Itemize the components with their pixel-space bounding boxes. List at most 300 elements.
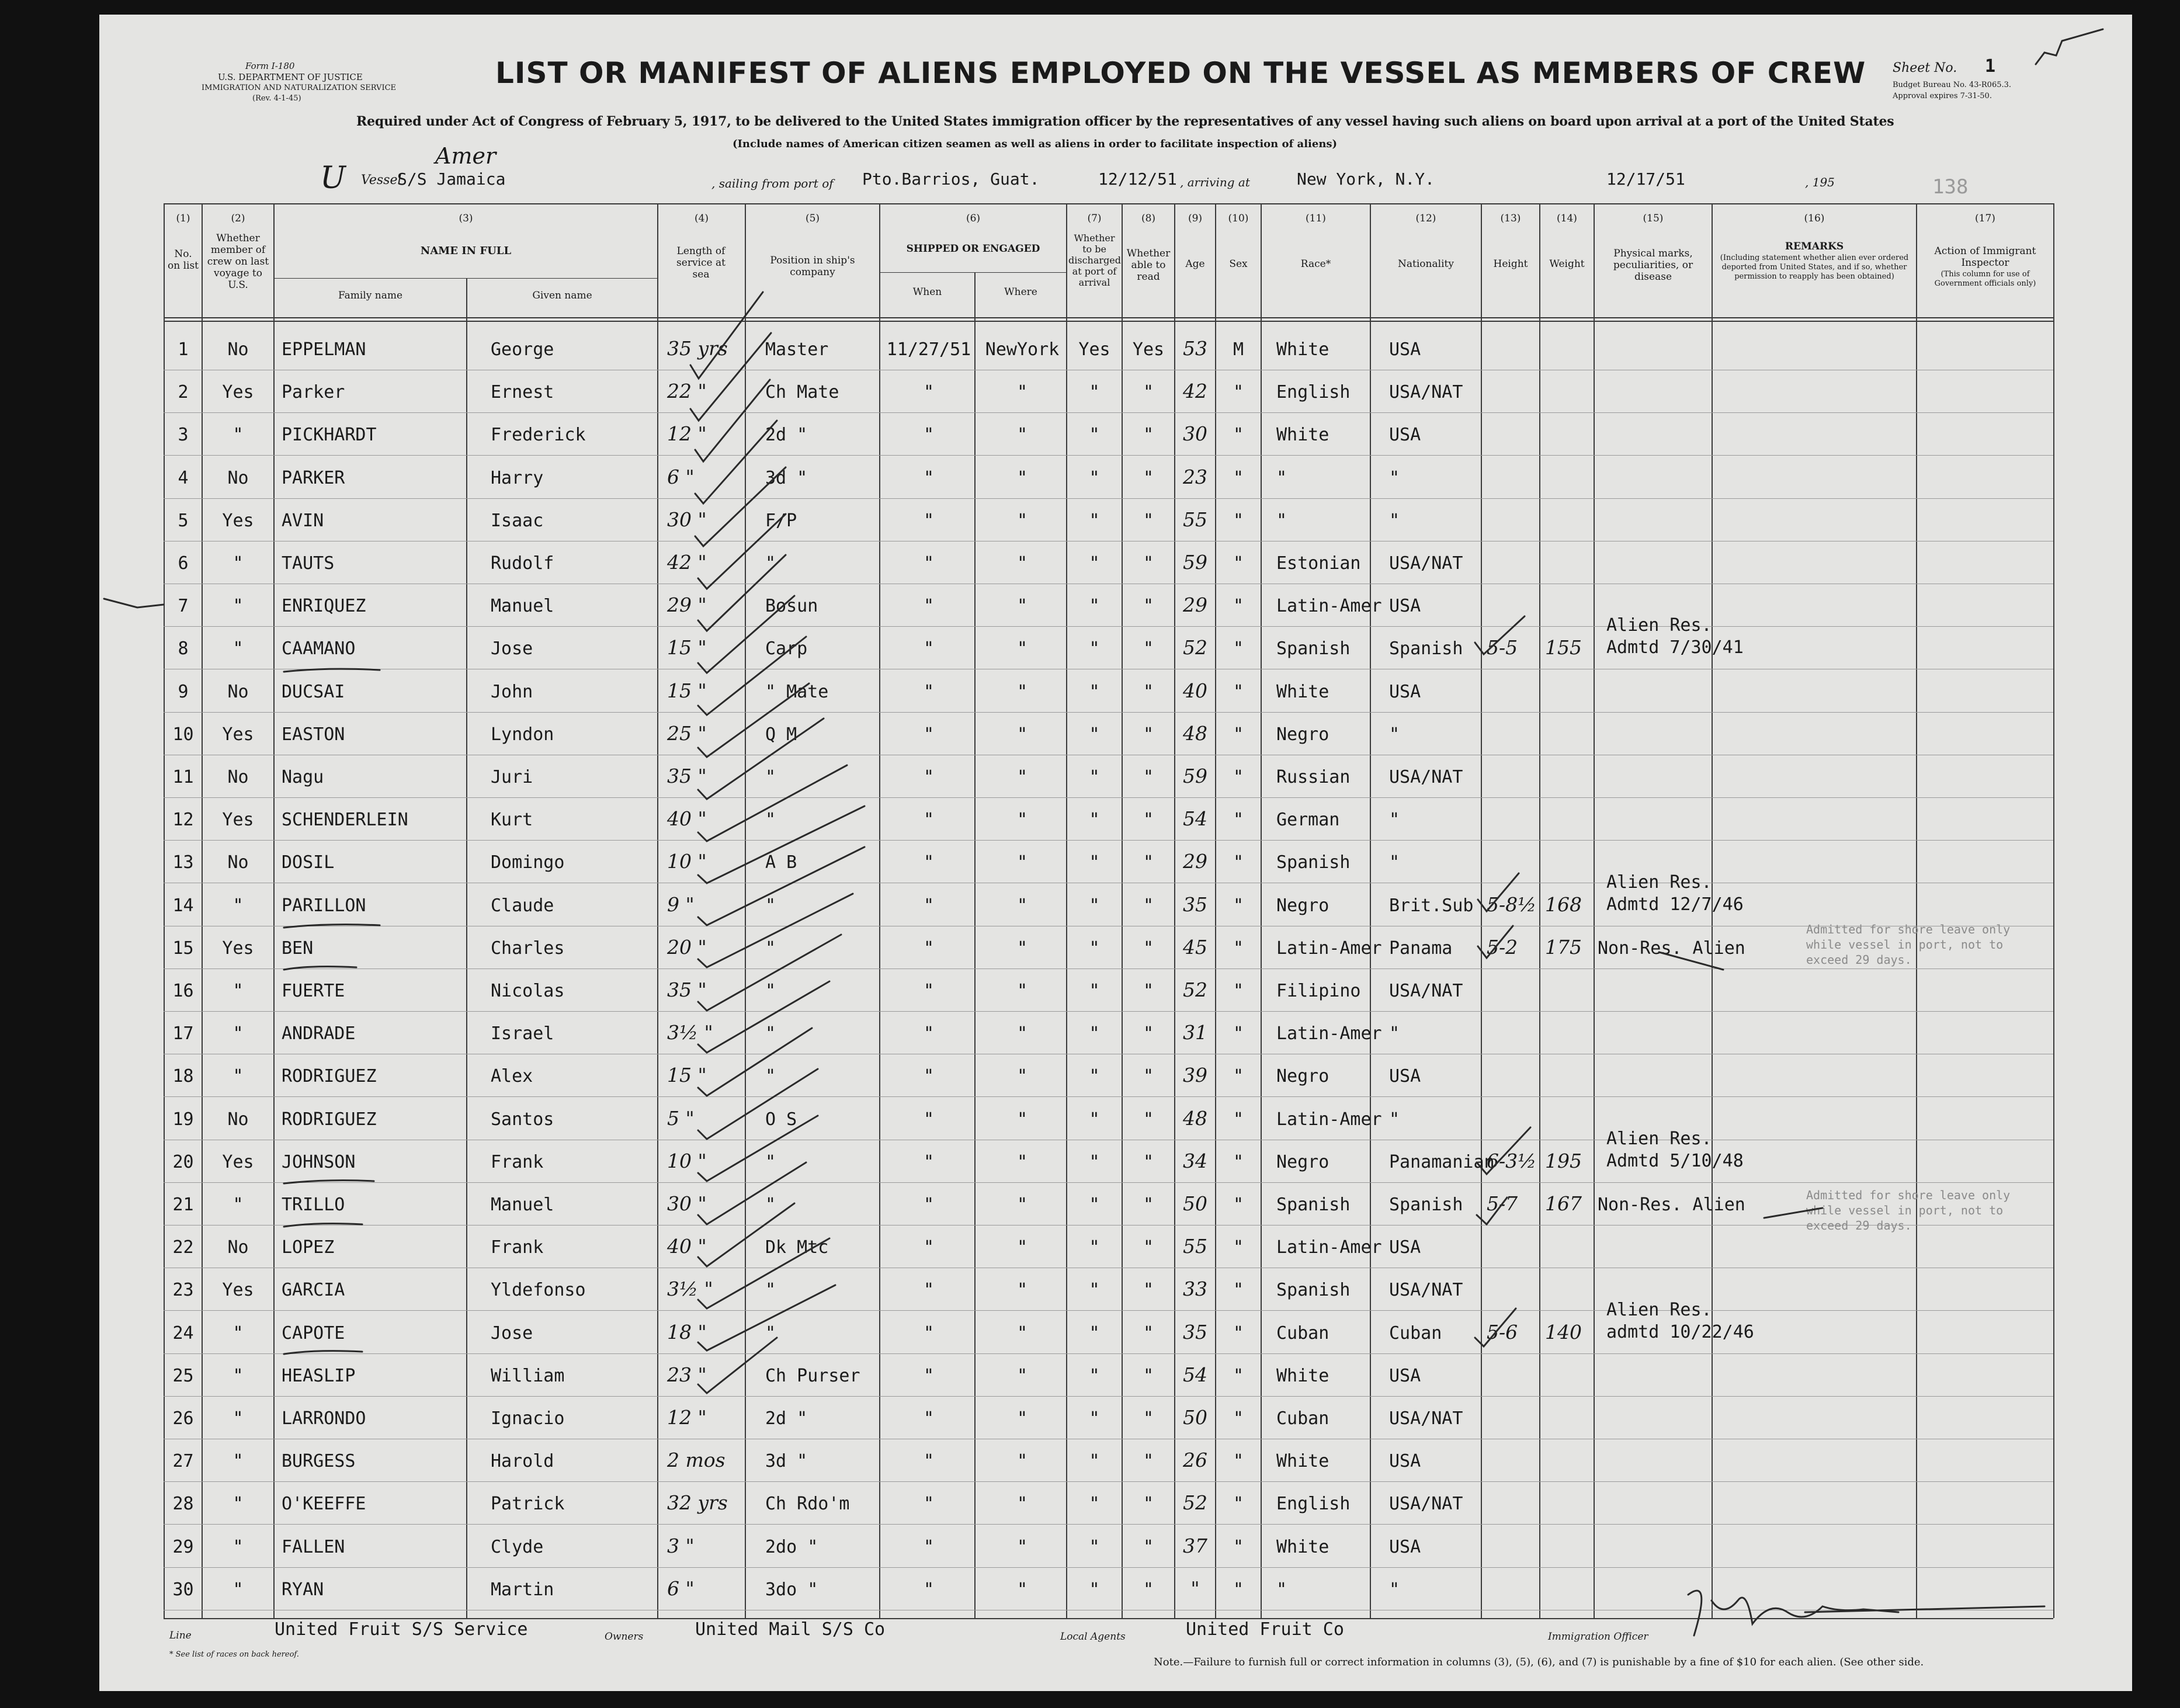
row-number: 14 <box>172 895 194 916</box>
cell-family-name: GARCIA <box>282 1280 345 1301</box>
col-rule <box>657 203 658 1618</box>
cell-family-name: JOHNSON <box>282 1151 356 1172</box>
cell-family-name: Parker <box>282 382 345 403</box>
sailing-label: , sailing from port of <box>711 176 834 190</box>
cell-previous-voyage: " <box>232 1023 244 1044</box>
cell-shipped-where: " <box>1016 1322 1028 1344</box>
cell-shipped-where: " <box>1016 1365 1028 1386</box>
cell-race: English <box>1276 382 1351 403</box>
cell-position: " <box>765 1195 776 1215</box>
cell-sex: " <box>1233 1066 1244 1087</box>
cell-sex: " <box>1233 681 1244 702</box>
cell-shipped-where: " <box>1016 767 1028 787</box>
cell-length-of-service: 15 " <box>667 636 707 659</box>
cell-given-name: Lyndon <box>491 724 554 745</box>
cell-able-to-read: " <box>1143 810 1154 831</box>
col-rule <box>273 203 275 1618</box>
cell-shipped-where: " <box>1016 1109 1028 1130</box>
cell-family-name: EPPELMAN <box>282 339 366 360</box>
cell-discharged: " <box>1089 596 1100 617</box>
cell-nationality: USA <box>1389 1237 1421 1258</box>
cell-family-name: CAAMANO <box>282 638 356 659</box>
cell-length-of-service: 9 " <box>667 893 695 916</box>
row-rule <box>164 840 2053 841</box>
col-num-15: (15) <box>1643 213 1664 224</box>
cell-race: " <box>1276 467 1287 488</box>
cell-length-of-service: 6 " <box>667 1577 695 1600</box>
vessel-name: S/S Jamaica <box>397 169 506 189</box>
cell-position: 3d " <box>765 1451 808 1472</box>
cell-position: A B <box>765 852 797 873</box>
cell-able-to-read: " <box>1143 767 1154 787</box>
cell-able-to-read: " <box>1143 1195 1154 1215</box>
cell-shipped-where: " <box>1016 510 1028 531</box>
cell-sex: " <box>1233 1280 1244 1301</box>
cell-shipped-when: " <box>923 1536 935 1557</box>
row-number: 26 <box>172 1408 194 1429</box>
cell-nationality: USA <box>1389 1066 1421 1087</box>
cell-previous-voyage: No <box>227 1109 249 1130</box>
cell-previous-voyage: " <box>232 1494 244 1515</box>
row-number: 10 <box>172 724 194 745</box>
cell-position: " <box>765 810 776 831</box>
cell-shipped-when: " <box>923 810 935 831</box>
cell-height: 6-3½ <box>1487 1149 1537 1172</box>
year-suffix: , 195 <box>1805 175 1835 189</box>
cell-sex: " <box>1233 1365 1244 1386</box>
header-nationality: Nationality <box>1398 258 1454 270</box>
cell-race: Russian <box>1276 767 1351 787</box>
cell-sex: " <box>1233 767 1244 787</box>
cell-sex: " <box>1233 1151 1244 1172</box>
cell-discharged: Yes <box>1078 339 1110 360</box>
cell-shipped-when: " <box>923 1408 935 1429</box>
row-number: 11 <box>172 767 194 787</box>
vessel-nationality-handwritten: Amer <box>435 143 497 169</box>
cell-given-name: Kurt <box>491 810 533 831</box>
cell-nationality: Spanish <box>1389 1195 1463 1215</box>
cell-race: Latin-Amer <box>1276 1237 1382 1258</box>
cell-able-to-read: " <box>1143 1066 1154 1087</box>
vessel-label: Vessel <box>361 173 402 188</box>
row-number: 1 <box>178 339 189 360</box>
cell-length-of-service: 10 " <box>667 1149 707 1172</box>
col-num-9: (9) <box>1188 213 1203 224</box>
cell-family-name: LARRONDO <box>282 1408 366 1429</box>
cell-given-name: Frank <box>491 1237 544 1258</box>
shore-leave-stamp <box>1806 922 2010 967</box>
cell-family-name: ENRIQUEZ <box>282 596 366 617</box>
cell-shipped-when: " <box>923 852 935 873</box>
cell-able-to-read: " <box>1143 1494 1154 1515</box>
cell-shipped-when: " <box>923 638 935 659</box>
cell-race: English <box>1276 1494 1351 1515</box>
cell-race: Latin-Amer <box>1276 938 1382 959</box>
cell-shipped-when: " <box>923 1066 935 1087</box>
cell-shipped-when: " <box>923 510 935 531</box>
cell-race: Spanish <box>1276 1280 1351 1301</box>
cell-age: 35 <box>1183 1320 1207 1344</box>
cell-family-name: EASTON <box>282 724 345 745</box>
cell-able-to-read: " <box>1143 467 1154 488</box>
col-num-16: (16) <box>1804 213 1825 224</box>
cell-length-of-service: 30 " <box>667 1192 707 1215</box>
col-rule <box>1370 203 1371 1618</box>
cell-race: German <box>1276 810 1340 831</box>
cell-position: Bosun <box>765 596 818 617</box>
cell-family-name: RODRIGUEZ <box>282 1066 377 1087</box>
cell-discharged: " <box>1089 1322 1100 1344</box>
cell-shipped-when: " <box>923 596 935 617</box>
col-rule <box>1916 203 1917 1618</box>
cell-nationality: USA <box>1389 339 1421 360</box>
cell-shipped-where: " <box>1016 1408 1028 1429</box>
cell-age: 37 <box>1183 1534 1207 1557</box>
cell-race: White <box>1276 339 1329 360</box>
immigration-officer-label: Immigration Officer <box>1548 1631 1648 1643</box>
cell-able-to-read: " <box>1143 681 1154 702</box>
cell-sex: " <box>1233 1536 1244 1557</box>
cell-length-of-service: 32 yrs <box>667 1491 728 1515</box>
cell-shipped-where: " <box>1016 596 1028 617</box>
cell-remarks-line: Admtd 7/30/41 <box>1606 637 1744 658</box>
cell-race: " <box>1276 1579 1287 1600</box>
col-num-3: (3) <box>459 213 473 224</box>
cell-nationality: " <box>1389 852 1400 873</box>
cell-sex: " <box>1233 425 1244 446</box>
cell-shipped-where: " <box>1016 1451 1028 1472</box>
row-number: 2 <box>178 382 189 403</box>
header-crew-last-voyage: Whether member of crew on last voyage to U.S. <box>207 232 269 291</box>
cell-given-name: Claude <box>491 895 554 916</box>
cell-length-of-service: 12 " <box>667 1406 707 1429</box>
cell-shipped-when: " <box>923 1365 935 1386</box>
cell-length-of-service: 30 " <box>667 508 707 531</box>
port-of-arrival: New York, N.Y. <box>1297 169 1435 189</box>
cell-nationality: USA <box>1389 596 1421 617</box>
cell-sex: " <box>1233 1579 1244 1600</box>
cell-family-name: HEASLIP <box>282 1365 356 1386</box>
cell-previous-voyage: " <box>232 895 244 916</box>
cell-family-name: CAPOTE <box>282 1322 345 1344</box>
cell-length-of-service: 3 " <box>667 1534 695 1557</box>
row-number: 23 <box>172 1280 194 1301</box>
row-rule <box>164 1481 2053 1482</box>
stamp-line: while vessel in port, not to <box>1806 938 2004 952</box>
cell-discharged: " <box>1089 895 1100 916</box>
cell-previous-voyage: " <box>232 425 244 446</box>
cell-race: Estonian <box>1276 553 1361 574</box>
cell-shipped-where: " <box>1016 553 1028 574</box>
shore-leave-stamp <box>1806 1188 2010 1233</box>
cell-race: Spanish <box>1276 1195 1351 1215</box>
cell-sex: " <box>1233 510 1244 531</box>
cell-family-name: ANDRADE <box>282 1023 356 1044</box>
header-discharged: Whether to be discharged at port of arrival <box>1068 232 1121 288</box>
department-name: U.S. DEPARTMENT OF JUSTICE <box>218 72 363 82</box>
cell-discharged: " <box>1089 1365 1100 1386</box>
cell-nationality: USA <box>1389 1536 1421 1557</box>
cell-length-of-service: 29 " <box>667 593 707 617</box>
cell-sex: " <box>1233 981 1244 1001</box>
cell-given-name: Ignacio <box>491 1408 565 1429</box>
cell-discharged: " <box>1089 852 1100 873</box>
header-inspector-note: (This column for use of Government officials only) <box>1934 270 2036 288</box>
header-when: When <box>912 286 942 298</box>
cell-able-to-read: " <box>1143 1109 1154 1130</box>
penalty-note: Note.—Failure to furnish full or correct information in columns (3), (5), (6), and (7) is punishable by a fine of $10 for each alien. (See other side. <box>1154 1656 1924 1668</box>
row-number: 25 <box>172 1365 194 1386</box>
cell-sex: " <box>1233 810 1244 831</box>
cell-height: 5-6 <box>1487 1320 1518 1344</box>
cell-given-name: Nicolas <box>491 981 565 1001</box>
cell-nationality: Panama <box>1389 938 1453 959</box>
cell-age: 52 <box>1183 1491 1207 1515</box>
cell-able-to-read: " <box>1143 1322 1154 1344</box>
stamp-line: while vessel in port, not to <box>1806 1203 2004 1217</box>
col-num-5: (5) <box>805 213 820 224</box>
cell-given-name: Yldefonso <box>491 1280 586 1301</box>
cell-position: Ch Rdo'm <box>765 1494 850 1515</box>
cell-nationality: " <box>1389 510 1400 531</box>
page-title: LIST OR MANIFEST OF ALIENS EMPLOYED ON THE VESSEL AS MEMBERS OF CREW <box>495 56 1866 90</box>
cell-shipped-when: " <box>923 1023 935 1044</box>
cell-family-name: RYAN <box>282 1579 324 1600</box>
row-number: 24 <box>172 1322 194 1344</box>
cell-age: 55 <box>1183 508 1207 531</box>
cell-previous-voyage: Yes <box>222 510 254 531</box>
cell-age: 29 <box>1183 850 1207 873</box>
cell-sex: " <box>1233 1322 1244 1344</box>
cell-race: White <box>1276 425 1329 446</box>
cell-given-name: Isaac <box>491 510 544 531</box>
cell-shipped-when: " <box>923 981 935 1001</box>
cell-given-name: Alex <box>491 1066 533 1087</box>
cell-age: 52 <box>1183 978 1207 1001</box>
cell-position: " <box>765 767 776 787</box>
header-height: Height <box>1493 258 1528 270</box>
cell-age: 40 <box>1183 679 1207 702</box>
cell-discharged: " <box>1089 1237 1100 1258</box>
sheet-number: 1 <box>1985 56 1996 77</box>
row-rule <box>164 455 2053 456</box>
header-remarks-note: (Including statement whether alien ever ordered deported from United States, and if so, whether permission to reapply has been obtained) <box>1720 254 1909 281</box>
cell-length-of-service: 35 " <box>667 978 707 1001</box>
row-rule <box>164 797 2053 798</box>
cell-age: 54 <box>1183 1363 1207 1386</box>
sheet-label: Sheet No. <box>1893 61 1957 75</box>
cell-remarks-line: Alien Res. <box>1606 1128 1712 1149</box>
cell-previous-voyage: " <box>232 1579 244 1600</box>
cell-family-name: PARILLON <box>282 895 366 916</box>
cell-shipped-when: " <box>923 1195 935 1215</box>
row-number: 27 <box>172 1451 194 1472</box>
owners-value: United Mail S/S Co <box>695 1619 886 1640</box>
row-number: 7 <box>178 596 189 617</box>
cell-shipped-when: " <box>923 767 935 787</box>
col-num-8: (8) <box>1141 213 1156 224</box>
cell-nationality: USA/NAT <box>1389 767 1463 787</box>
cell-able-to-read: " <box>1143 1451 1154 1472</box>
cell-previous-voyage: " <box>232 553 244 574</box>
cell-able-to-read: " <box>1143 938 1154 959</box>
cell-age: 59 <box>1183 765 1207 787</box>
cell-able-to-read: " <box>1143 981 1154 1001</box>
row-number: 16 <box>172 981 194 1001</box>
cell-able-to-read: " <box>1143 425 1154 446</box>
row-number: 9 <box>178 681 189 702</box>
cell-race: White <box>1276 1451 1329 1472</box>
cell-discharged: " <box>1089 724 1100 745</box>
races-note: * See list of races on back hereof. <box>169 1650 299 1659</box>
local-agents-label: Local Agents <box>1060 1631 1126 1643</box>
cell-discharged: " <box>1089 981 1100 1001</box>
cell-age: 42 <box>1183 380 1207 403</box>
cell-family-name: PARKER <box>282 467 345 488</box>
cell-race: Negro <box>1276 1151 1329 1172</box>
cell-age: 59 <box>1183 551 1207 574</box>
service-name: IMMIGRATION AND NATURALIZATION SERVICE <box>202 84 397 92</box>
cell-shipped-when: " <box>923 1494 935 1515</box>
cell-shipped-when: " <box>923 681 935 702</box>
cell-remarks-line: Non-Res. Alien <box>1598 938 1745 959</box>
cell-previous-voyage: No <box>227 852 249 873</box>
cell-discharged: " <box>1089 1023 1100 1044</box>
port-of-departure: Pto.Barrios, Guat. <box>862 169 1040 189</box>
cell-given-name: Harry <box>491 467 544 488</box>
cell-length-of-service: 15 " <box>667 1064 707 1087</box>
cell-nationality: " <box>1389 1023 1400 1044</box>
cell-nationality: USA/NAT <box>1389 981 1463 1001</box>
cell-position: 2do " <box>765 1536 818 1557</box>
cell-nationality: " <box>1389 1109 1400 1130</box>
cell-shipped-when: " <box>923 1322 935 1344</box>
cell-length-of-service: 2 mos <box>667 1449 725 1472</box>
row-rule <box>164 1310 2053 1311</box>
col-num-10: (10) <box>1228 213 1249 224</box>
cell-position: 3do " <box>765 1579 818 1600</box>
cell-nationality: Brit.Sub <box>1389 895 1474 916</box>
col-rule <box>879 203 880 1618</box>
cell-family-name: BURGESS <box>282 1451 356 1472</box>
cell-able-to-read: " <box>1143 1365 1154 1386</box>
cell-previous-voyage: Yes <box>222 1280 254 1301</box>
cell-discharged: " <box>1089 810 1100 831</box>
cell-discharged: " <box>1089 1151 1100 1172</box>
header-able-to-read: Whether able to read <box>1126 248 1171 283</box>
cell-remarks-line: admtd 10/22/46 <box>1606 1321 1754 1342</box>
cell-length-of-service: 42 " <box>667 551 707 574</box>
cell-weight: 167 <box>1545 1192 1582 1215</box>
cell-remarks-line: Admtd 12/7/46 <box>1606 894 1744 915</box>
cell-age: 48 <box>1183 721 1207 745</box>
cell-position: 2d " <box>765 425 808 446</box>
cell-previous-voyage: " <box>232 1322 244 1344</box>
cell-position: " <box>765 981 776 1001</box>
cell-age: 30 <box>1183 422 1207 446</box>
cell-length-of-service: 23 " <box>667 1363 707 1386</box>
cell-height: 5-2 <box>1487 935 1518 959</box>
stamp-line: Admitted for shore leave only <box>1806 922 2011 936</box>
cell-discharged: " <box>1089 553 1100 574</box>
cell-position: " <box>765 1322 776 1344</box>
form-revision: (Rev. 4-1-45) <box>252 94 301 103</box>
row-rule <box>164 1567 2053 1568</box>
cell-remarks-line: Non-Res. Alien <box>1598 1195 1745 1215</box>
col-num-4: (4) <box>694 213 709 224</box>
stamped-number: 138 <box>1932 175 1969 199</box>
col-num-14: (14) <box>1557 213 1577 224</box>
cell-nationality: USA/NAT <box>1389 1280 1463 1301</box>
header-race: Race* <box>1300 258 1331 270</box>
cell-race: Filipino <box>1276 981 1361 1001</box>
cell-able-to-read: " <box>1143 852 1154 873</box>
cell-discharged: " <box>1089 1494 1100 1515</box>
cell-race: Latin-Amer <box>1276 596 1382 617</box>
cell-shipped-when: " <box>923 553 935 574</box>
col-num-7: (7) <box>1087 213 1102 224</box>
cell-shipped-when: " <box>923 938 935 959</box>
row-rule <box>164 1524 2053 1525</box>
cell-given-name: Frank <box>491 1151 544 1172</box>
cell-position: " <box>765 938 776 959</box>
budget-bureau-no: Budget Bureau No. 43-R065.3. <box>1893 81 2012 89</box>
cell-length-of-service: 12 " <box>667 422 707 446</box>
cell-sex: M <box>1233 339 1244 360</box>
cell-previous-voyage: Yes <box>222 810 254 831</box>
cell-shipped-when: " <box>923 382 935 403</box>
header-sex: Sex <box>1229 258 1248 270</box>
cell-position: 2d " <box>765 1408 808 1429</box>
cell-age: 33 <box>1183 1277 1207 1301</box>
cell-sex: " <box>1233 596 1244 617</box>
cell-shipped-where: " <box>1016 938 1028 959</box>
cell-race: White <box>1276 1365 1329 1386</box>
cell-previous-voyage: Yes <box>222 938 254 959</box>
row-number: 29 <box>172 1536 194 1557</box>
header-no-on-list: No. on list <box>167 248 199 272</box>
row-number: 22 <box>172 1237 194 1258</box>
cell-age: 26 <box>1183 1449 1207 1472</box>
cell-remarks-line: Alien Res. <box>1606 615 1712 636</box>
cell-sex: " <box>1233 1195 1244 1215</box>
cell-previous-voyage: Yes <box>222 1151 254 1172</box>
cell-shipped-where: " <box>1016 1536 1028 1557</box>
col-rule <box>2053 203 2054 1618</box>
cell-family-name: TRILLO <box>282 1195 345 1215</box>
cell-length-of-service: 40 " <box>667 807 707 831</box>
cell-discharged: " <box>1089 1536 1100 1557</box>
cell-position: Dk Mtc <box>765 1237 829 1258</box>
cell-sex: " <box>1233 467 1244 488</box>
cell-race: Latin-Amer <box>1276 1023 1382 1044</box>
cell-able-to-read: " <box>1143 1579 1154 1600</box>
col-num-6: (6) <box>966 213 981 224</box>
cell-given-name: Charles <box>491 938 565 959</box>
cell-age: 50 <box>1183 1406 1207 1429</box>
row-number: 19 <box>172 1109 194 1130</box>
row-number: 13 <box>172 852 194 873</box>
cell-position: " <box>765 553 776 574</box>
cell-age: 31 <box>1183 1021 1207 1044</box>
cell-given-name: Israel <box>491 1023 554 1044</box>
row-number: 3 <box>178 425 189 446</box>
header-where: Where <box>1004 286 1037 298</box>
cell-length-of-service: 6 " <box>667 465 695 488</box>
statute-text: Required under Act of Congress of February 5, 1917, to be delivered to the United States immigration officer by the representatives of any vessel having such aliens on board upon arrival at a port of the United States <box>356 114 1894 129</box>
cell-length-of-service: 22 " <box>667 380 707 403</box>
cell-length-of-service: 20 " <box>667 935 707 959</box>
